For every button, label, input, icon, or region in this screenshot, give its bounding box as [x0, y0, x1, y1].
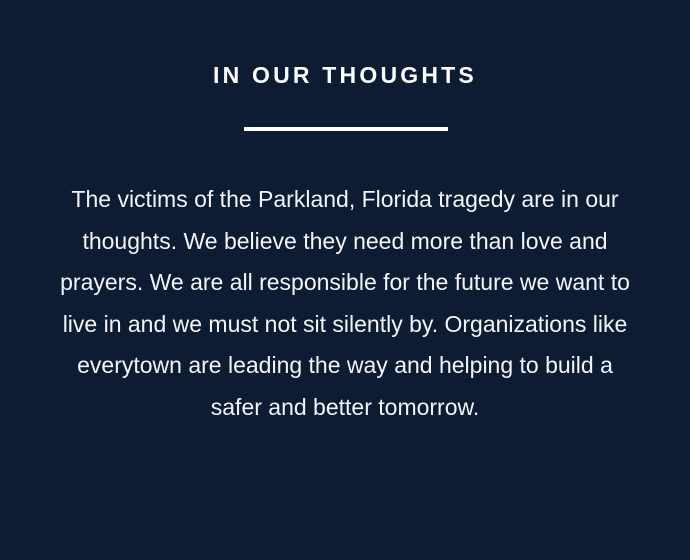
section-body: The victims of the Parkland, Florida tragedy are in our thoughts. We believe they need more than love and prayers. We are all responsible for the future we want to live in and we must not sit silently by. Organizations like everytown are leading the way and helping to build a safer and better tomorrow.: [60, 186, 630, 420]
section-title: IN OUR THOUGHTS: [213, 62, 477, 88]
title-divider: [244, 127, 448, 131]
